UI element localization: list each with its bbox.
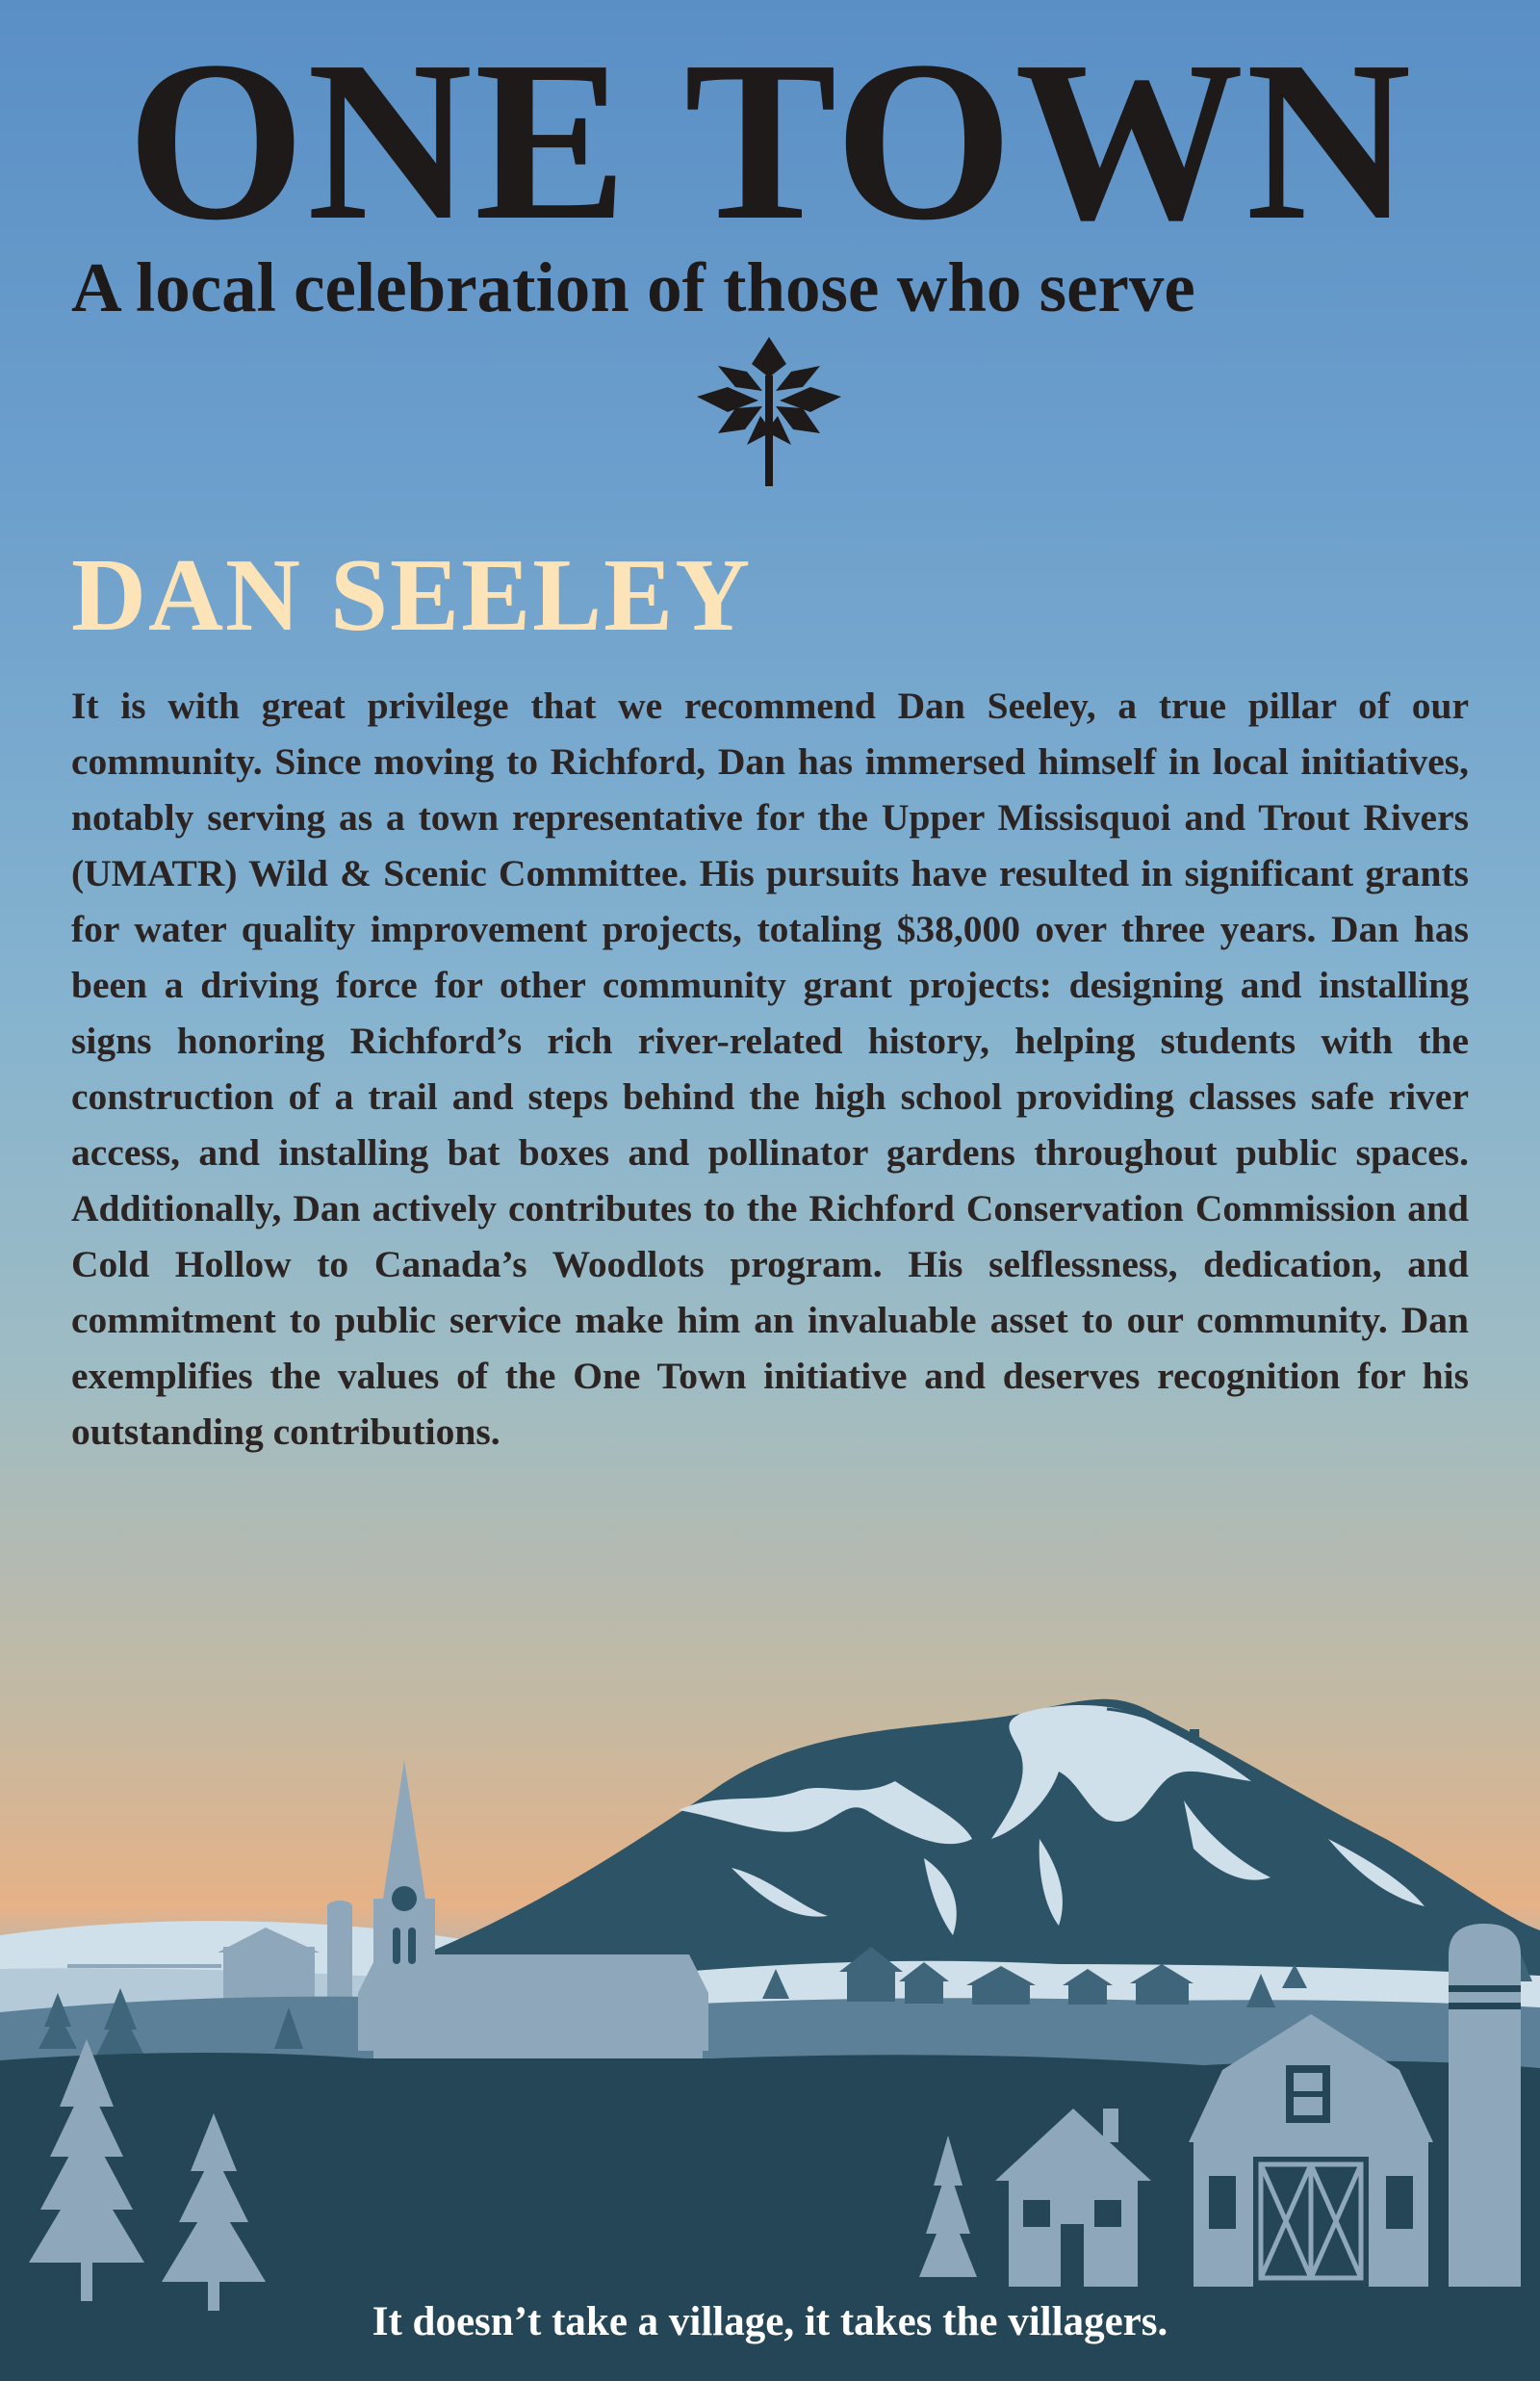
silo (1449, 1924, 1521, 2287)
poster-tagline: It doesn’t take a village, it takes the villagers. (372, 2299, 1168, 2344)
nomination-text: It is with great privilege that we recommend Dan Seeley, a true pillar of our community. Since moving to Richford, Dan has immersed himself in local initiatives, notably serving as a town representative for the Upper Missisquoi and Trout Rivers (UMATR) Wild & Scenic Committee. His pursuits have resulted in significant grants for water quality improvement projects, totaling $38,000 over three years. Dan has been a driving force for other community grant projects: designing and installing signs honoring Richford’s rich river-related history, helping students with the construction of a trail and steps behind the high school providing classes safe river access, and installing bat boxes and pollinator gardens throughout public spaces. Additionally, Dan actively contributes to the Richford Conservation Commission and Cold Hollow to Canada’s Woodlots program. His selflessness, dedication, and commitment to public service make him an invaluable asset to our community. Dan exemplifies the values of the One Town initiative and deserves recognition for his outstanding contributions. (71, 685, 1469, 1453)
distant-farm (218, 1901, 352, 2012)
poster-title: ONE TOWN (126, 14, 1414, 268)
honoree-name: DAN SEELEY (71, 538, 753, 653)
village-landscape-illustration (0, 1675, 1540, 2381)
poster-subtitle: A local celebration of those who serve (71, 248, 1195, 326)
snowflake-tree-emblem-icon (697, 337, 841, 486)
